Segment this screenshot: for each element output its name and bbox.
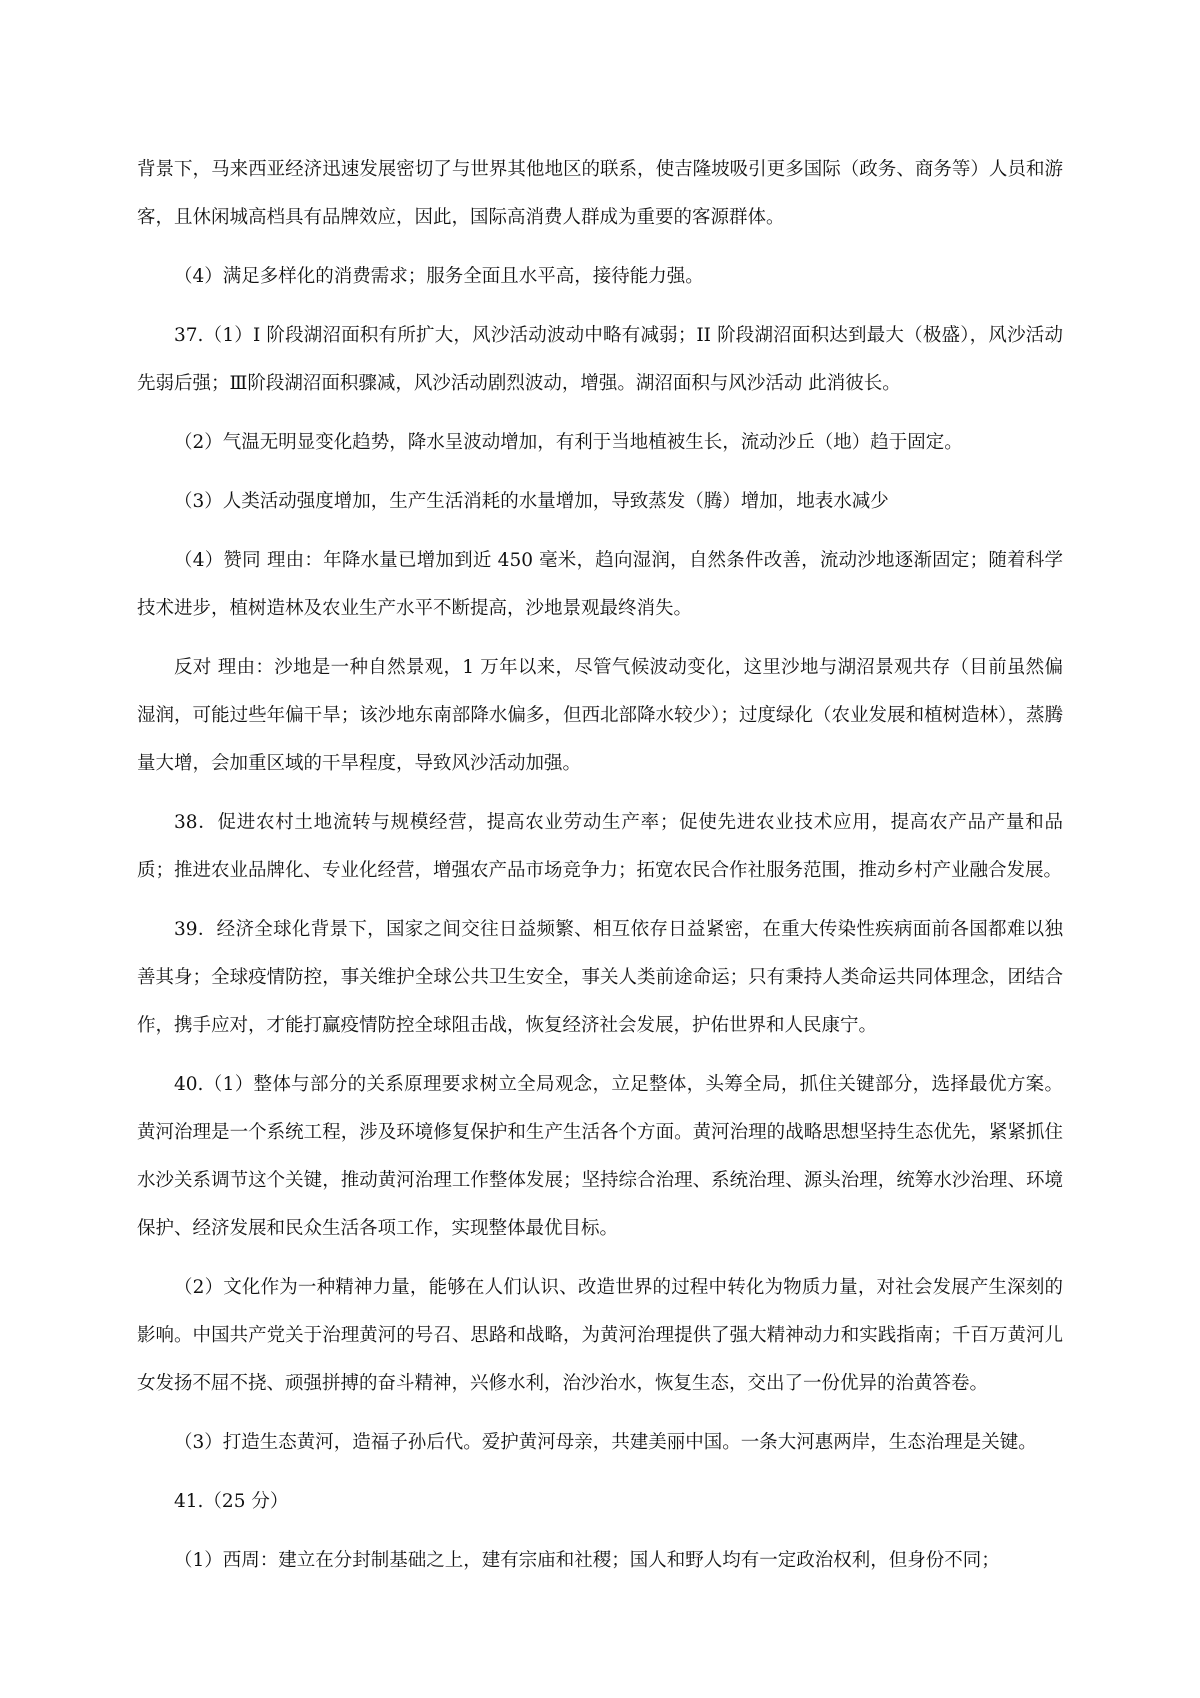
paragraph-1: 背景下，马来西亚经济迅速发展密切了与世界其他地区的联系，使吉隆坡吸引更多国际（政务、商务等）人员和游客，且休闲城高档具有品牌效应，因此，国际高消费人群成为重要的客源群体。: [137, 159, 1063, 228]
paragraph-11: （2）文化作为一种精神力量，能够在人们认识、改造世界的过程中转化为物质力量，对社会发展产生深刻的影响。中国共产党关于治理黄河的号召、思路和战略，为黄河治理提供了强大精神动力和实践指南；千百万黄河儿女发扬不屈不挠、顽强拼搏的奋斗精神，兴修水利，治沙治水，恢复生态，交出了一份优异的治黄答卷。: [137, 1277, 1063, 1394]
paragraph-8: 38．促进农村土地流转与规模经营，提高农业劳动生产率；促使先进农业技术应用，提高农产品产量和品质；推进农业品牌化、专业化经营，增强农产品市场竞争力；拓宽农民合作社服务范围，推动乡村产业融合发展。: [137, 812, 1063, 881]
paragraph-4: （2）气温无明显变化趋势，降水呈波动增加，有利于当地植被生长，流动沙丘（地）趋于固定。: [174, 432, 963, 453]
paragraph-13: 41.（25 分）: [174, 1491, 289, 1512]
paragraph-9: 39．经济全球化背景下，国家之间交往日益频繁、相互依存日益紧密，在重大传染性疾病面前各国都难以独善其身；全球疫情防控，事关维护全球公共卫生安全，事关人类前途命运；只有秉持人类命运共同体理念，团结合作，携手应对，才能打赢疫情防控全球阻击战，恢复经济社会发展，护佑世界和人民康宁。: [137, 919, 1063, 1036]
paragraph-10: 40.（1）整体与部分的关系原理要求树立全局观念，立足整体，头筹全局，抓住关键部分，选择最优方案。黄河治理是一个系统工程，涉及环境修复保护和生产生活各个方面。黄河治理的战略思想坚持生态优先，紧紧抓住水沙关系调节这个关键，推动黄河治理工作整体发展；坚持综合治理、系统治理、源头治理，统筹水沙治理、环境保护、经济发展和民众生活各项工作，实现整体最优目标。: [137, 1074, 1063, 1239]
paragraph-14: （1）西周：建立在分封制基础之上，建有宗庙和社稷；国人和野人均有一定政治权利，但身份不同；: [174, 1550, 1000, 1571]
paragraph-2: （4）满足多样化的消费需求；服务全面且水平高，接待能力强。: [174, 266, 704, 287]
paragraph-6: （4）赞同 理由：年降水量已增加到近 450 毫米，趋向湿润，自然条件改善，流动沙地逐渐固定；随着科学技术进步，植树造林及农业生产水平不断提高，沙地景观最终消失。: [137, 550, 1063, 619]
paragraph-3: 37.（1）I 阶段湖沼面积有所扩大，风沙活动波动中略有减弱；II 阶段湖沼面积达到最大（极盛），风沙活动先弱后强；Ⅲ阶段湖沼面积骤减，风沙活动剧烈波动，增强。湖沼面积与风沙活动 此消彼长。: [137, 325, 1063, 394]
paragraph-12: （3）打造生态黄河，造福子孙后代。爱护黄河母亲，共建美丽中国。一条大河惠两岸，生态治理是关键。: [174, 1432, 1037, 1453]
paragraph-7: 反对 理由：沙地是一种自然景观，1 万年以来，尽管气候波动变化，这里沙地与湖沼景观共存（目前虽然偏湿润，可能过些年偏干旱；该沙地东南部降水偏多，但西北部降水较少）；过度绿化（农业发展和植树造林），蒸腾量大增，会加重区域的干旱程度，导致风沙活动加强。: [137, 657, 1063, 774]
paragraph-5: （3）人类活动强度增加，生产生活消耗的水量增加，导致蒸发（腾）增加，地表水减少: [174, 491, 889, 512]
